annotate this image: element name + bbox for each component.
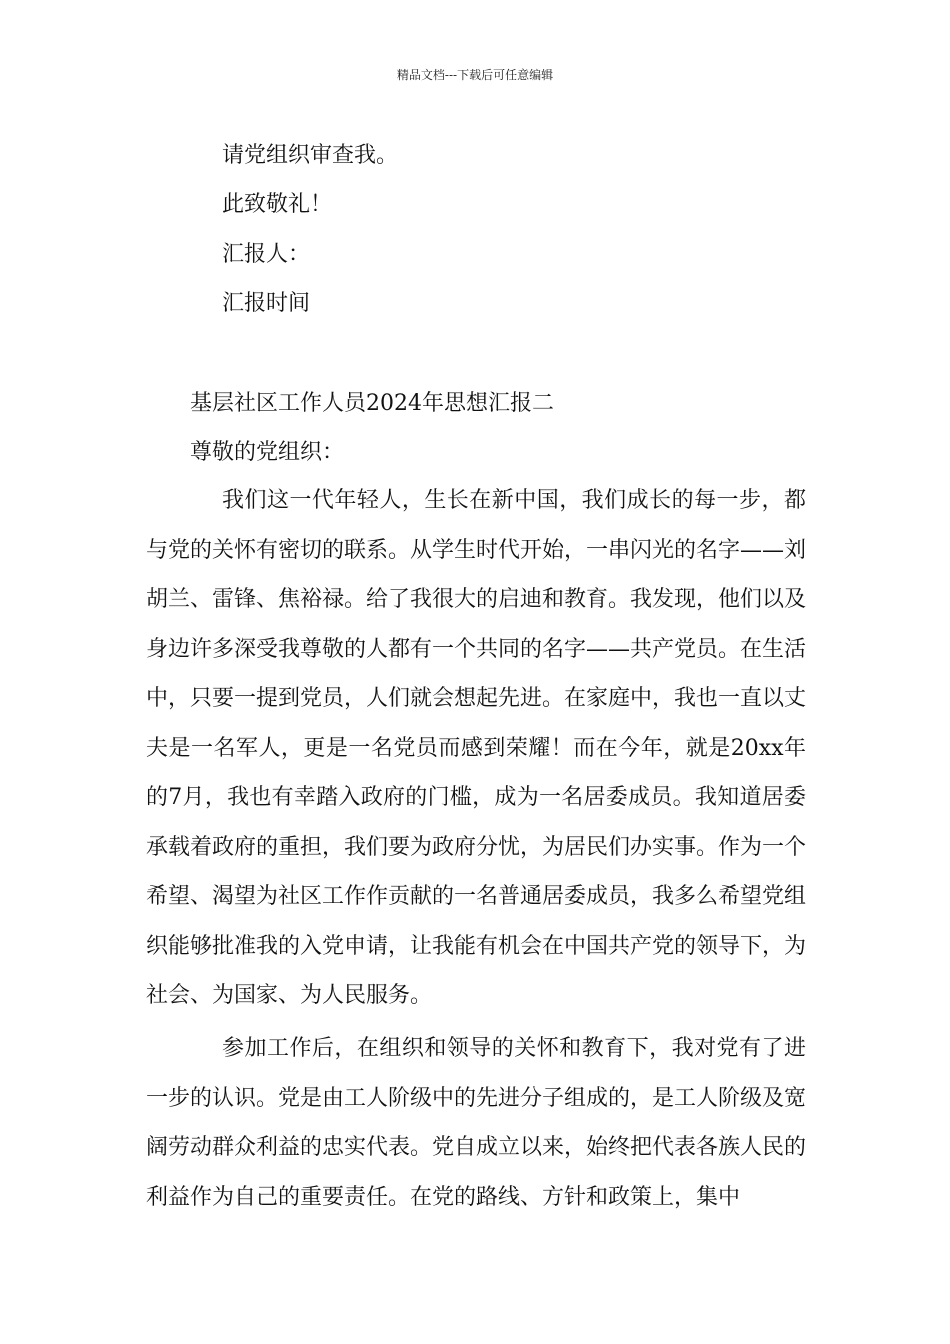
closing-review-line: 请党组织审查我。 xyxy=(222,143,399,168)
report-time-line: 汇报时间 xyxy=(222,291,311,316)
reporter-line: 汇报人： xyxy=(222,242,311,267)
page-header: 精品文档---下载后可任意编辑 xyxy=(396,68,554,82)
section-title: 基层社区工作人员2024年思想汇报二 xyxy=(190,391,554,416)
salutation: 尊敬的党组织： xyxy=(190,440,345,465)
body-paragraph: 参加工作后，在组织和领导的关怀和教育下，我对党有了进一步的认识。党是由工人阶级中的先进分子组成的，是工人阶级及宽阔劳动群众利益的忠实代表。党自成立以来，始终把代表各族人民的利益作为自己的重要责任。在党的路线、方针和政策上，集中 xyxy=(146,1036,807,1210)
closing-salute-line: 此致敬礼！ xyxy=(222,192,333,217)
body-paragraph: 我们这一代年轻人，生长在新中国，我们成长的每一步，都与党的关怀有密切的联系。从学生时代开始，一串闪光的名字——刘胡兰、雷锋、焦裕禄。给了我很大的启迪和教育。我发现，他们以及身边许多深受我尊敬的人都有一个共同的名字——共产党员。在生活中，只要一提到党员，人们就会想起先进。在家庭中，我也一直以丈夫是一名军人，更是一名党员而感到荣耀！而在今年，就是20xx年的7月，我也有幸踏入政府的门槛，成为一名居委成员。我知道居委承载着政府的重担，我们要为政府分忧，为居民们办实事。作为一个希望、渴望为社区工作作贡献的一名普通居委成员，我多么希望党组织能够批准我的入党申请，让我能有机会在中国共产党的领导下，为社会、为国家、为人民服务。 xyxy=(146,488,807,1008)
